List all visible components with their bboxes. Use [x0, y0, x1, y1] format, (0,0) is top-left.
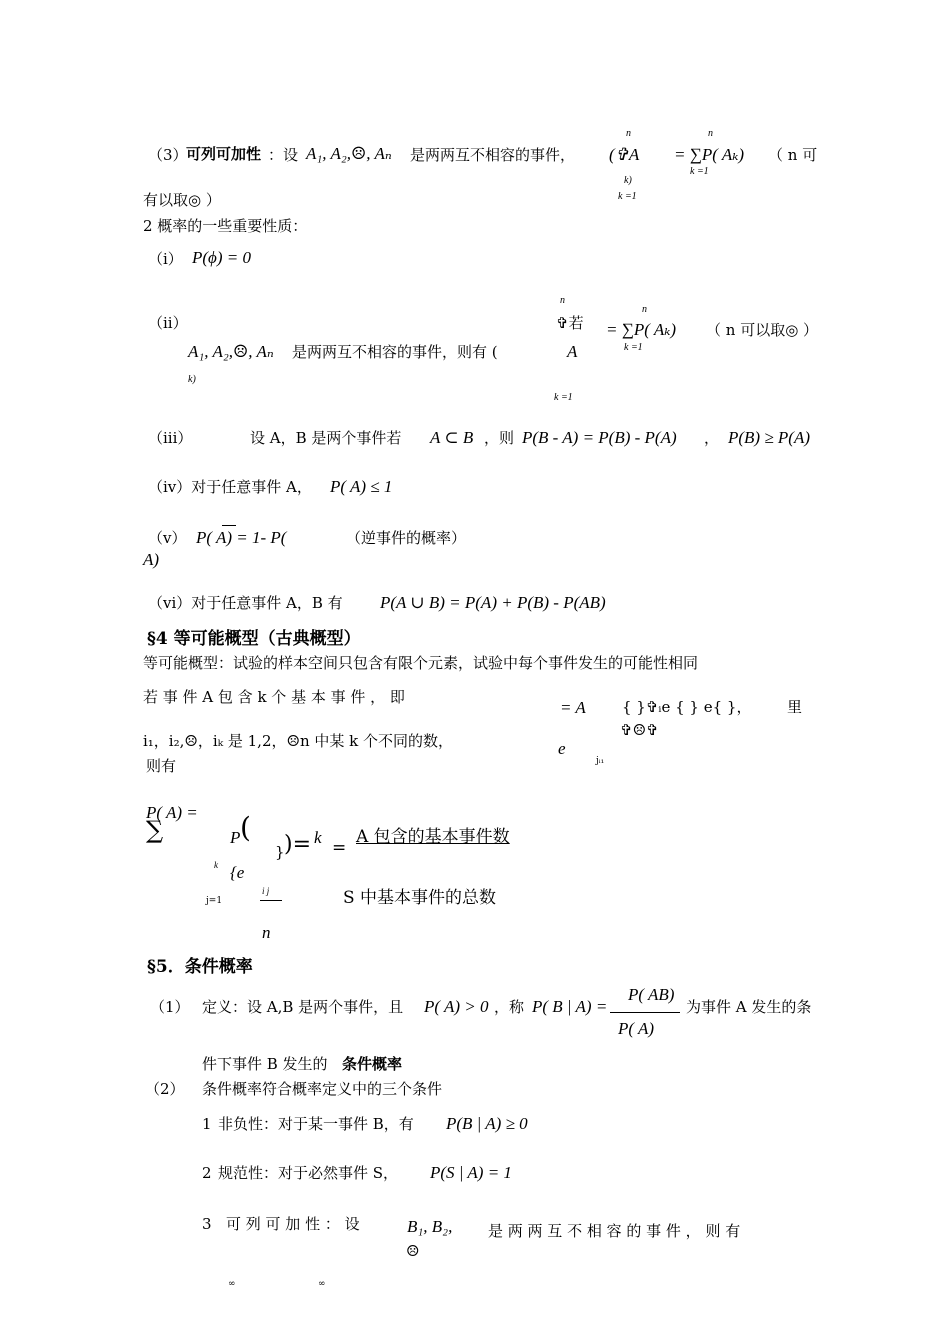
pii-union: ✞若: [556, 314, 584, 332]
prop3-sum-k: k =1: [690, 166, 709, 177]
piii-f2: P(B - A) = P(B) - P(A): [522, 428, 677, 447]
prop3-note: （ n 可: [768, 146, 818, 164]
c1-text: 定义：设 A,B 是两个事件，且: [202, 998, 404, 1016]
inf-2: ∞: [318, 1279, 326, 1289]
r2-formula: P(S | A) = 1: [430, 1163, 512, 1182]
sec4-line2: i₁，i₂,☹，iₖ 是 1,2，☹n 中某 k 个不同的数，: [143, 732, 453, 750]
c1-line2b: 条件概率: [342, 1055, 403, 1073]
c2-num: （2）: [145, 1080, 185, 1098]
pv-formula: P( A) = 1- P(: [196, 528, 287, 547]
sec4-e: e: [558, 739, 566, 758]
sec4-ji: jᵢ₁: [596, 756, 605, 766]
section2-title: 2 概率的一些重要性质：: [143, 217, 308, 235]
pii-desc: 是两两互不相容的事件，则有 (: [292, 343, 498, 361]
pa-den-text: S 中基本事件的总数: [343, 888, 497, 908]
pii-union-n: n: [560, 295, 565, 306]
c1-tail: 为事件 A 发生的条: [686, 998, 812, 1016]
prop3-union-n: n: [626, 128, 631, 139]
r3-num: 3: [202, 1215, 212, 1233]
sec4-title: §4 等可能概型（古典概型）: [147, 629, 361, 649]
piii-text: 设 A，B 是两个事件若: [250, 429, 402, 447]
prop3-union: (✞A: [609, 145, 640, 164]
pa-ij: i j: [262, 886, 270, 896]
c1-say: ，称: [494, 998, 525, 1016]
pa-j1: j=1: [206, 896, 223, 906]
pi-formula: P(ϕ) = 0: [192, 248, 251, 267]
prop3-desc: 是两两互不相容的事件，: [410, 146, 576, 164]
piii-then: ，则: [484, 429, 515, 447]
piii-comma: ，: [704, 429, 720, 447]
pa-small-line: [260, 900, 282, 901]
piii-f3: P(B) ≥ P(A): [728, 428, 811, 447]
pv-num: （v）: [148, 529, 187, 547]
sec4-line3: 则有: [146, 757, 177, 775]
prop3-sum-n: n: [708, 128, 713, 139]
pii-note: （ n 可以取◎ ）: [706, 321, 819, 339]
pa-sum: ∑: [146, 816, 164, 844]
pii-k-close: k): [188, 374, 196, 385]
prop3-text: ：设: [268, 146, 299, 164]
sec4-li: 里: [787, 698, 803, 716]
prop3-events: A₁, A₂,☹, Aₙ: [306, 144, 392, 163]
c1-line2a: 件下事件 B 发生的: [202, 1055, 328, 1073]
pa-e-brace: {e: [230, 863, 245, 882]
sec5-title: §5．条件概率: [147, 957, 253, 977]
prop3-sum: = ∑P( Aₖ): [674, 145, 745, 164]
pv-overline: [222, 525, 236, 526]
r2-text: 规范性：对于必然事件 S，: [218, 1164, 399, 1182]
pii-sum-n: n: [642, 304, 647, 315]
pa-eq-paren: )=: [284, 832, 312, 857]
pa-left: P( A) =: [146, 803, 198, 822]
pi-num: （i）: [148, 250, 183, 268]
r2-num: 2: [202, 1164, 212, 1182]
prop3-note2: 有以取◎ ）: [143, 191, 221, 209]
r3-text: 可 列 可 加 性 ： 设: [226, 1215, 360, 1233]
r3-sad: ☹: [406, 1242, 420, 1260]
c2-text: 条件概率符合概率定义中的三个条件: [202, 1080, 443, 1098]
r3-formula: B₁, B₂,: [407, 1217, 453, 1236]
c1-f2: P( B | A) =: [532, 997, 608, 1016]
pa-k-num: k: [314, 828, 322, 847]
c1-frac-line: [610, 1012, 680, 1013]
r1-num: 1: [202, 1115, 212, 1133]
prop3-union-k1: k =1: [618, 191, 637, 202]
prop3-title: 可列可加性: [186, 145, 262, 163]
inf-1: ∞: [228, 1279, 236, 1289]
pa-sum-k: k: [214, 860, 218, 870]
pvi-formula: P(A ∪ B) = P(A) + P(B) - P(AB): [380, 593, 606, 612]
pv-tail: A): [143, 550, 160, 569]
sec4-crosses: ✞☹✞: [620, 721, 659, 739]
r1-formula: P(B | A) ≥ 0: [446, 1114, 528, 1133]
prop3-union-k: k): [624, 175, 632, 186]
c1-f1: P( A) > 0: [424, 997, 489, 1016]
pii-a: A: [567, 342, 578, 361]
r1-text: 非负性：对于某一事件 B，有: [218, 1115, 414, 1133]
pii-sum-k: k =1: [624, 342, 643, 353]
pa-num-text: A 包含的基本事件数: [356, 827, 510, 847]
prop3-num: （3）: [148, 146, 188, 164]
pii-sum: = ∑P( Aₖ): [606, 320, 677, 339]
pa-brace-close: }: [275, 843, 285, 861]
pa-eq: =: [332, 838, 347, 858]
r3-tail: 是 两 两 互 不 相 容 的 事 件 ， 则 有: [488, 1222, 741, 1240]
sec4-eqA: = A: [560, 698, 586, 717]
pa-p: P: [230, 828, 241, 847]
pv-note: （逆事件的概率）: [346, 529, 467, 547]
piv-formula: P( A) ≤ 1: [330, 477, 393, 496]
sec4-def: 等可能概型：试验的样本空间只包含有限个元素，试验中每个事件发生的可能性相同: [143, 654, 699, 672]
c1-num: （1）: [150, 998, 190, 1016]
pii-k1: k =1: [554, 392, 573, 403]
piv-num: （iv）对于任意事件 A，: [148, 478, 312, 496]
c1-frac-num: P( AB): [628, 985, 675, 1004]
pvi-num: （vi）对于任意事件 A，B 有: [148, 594, 343, 612]
pa-paren: (: [240, 811, 251, 844]
pii-num: （ii）: [148, 314, 188, 332]
pa-n: n: [262, 923, 271, 942]
sec4-line1: 若 事 件 A 包 含 k 个 基 本 事 件 ， 即: [143, 688, 405, 706]
pii-events: A₁, A₂,☹, Aₙ: [188, 342, 274, 361]
piii-num: （iii）: [148, 429, 193, 447]
c1-frac-den: P( A): [618, 1019, 655, 1038]
sec4-braces: { }✞ᵢe { } e{ }，: [622, 698, 752, 716]
piii-f1: A ⊂ B: [430, 428, 474, 447]
